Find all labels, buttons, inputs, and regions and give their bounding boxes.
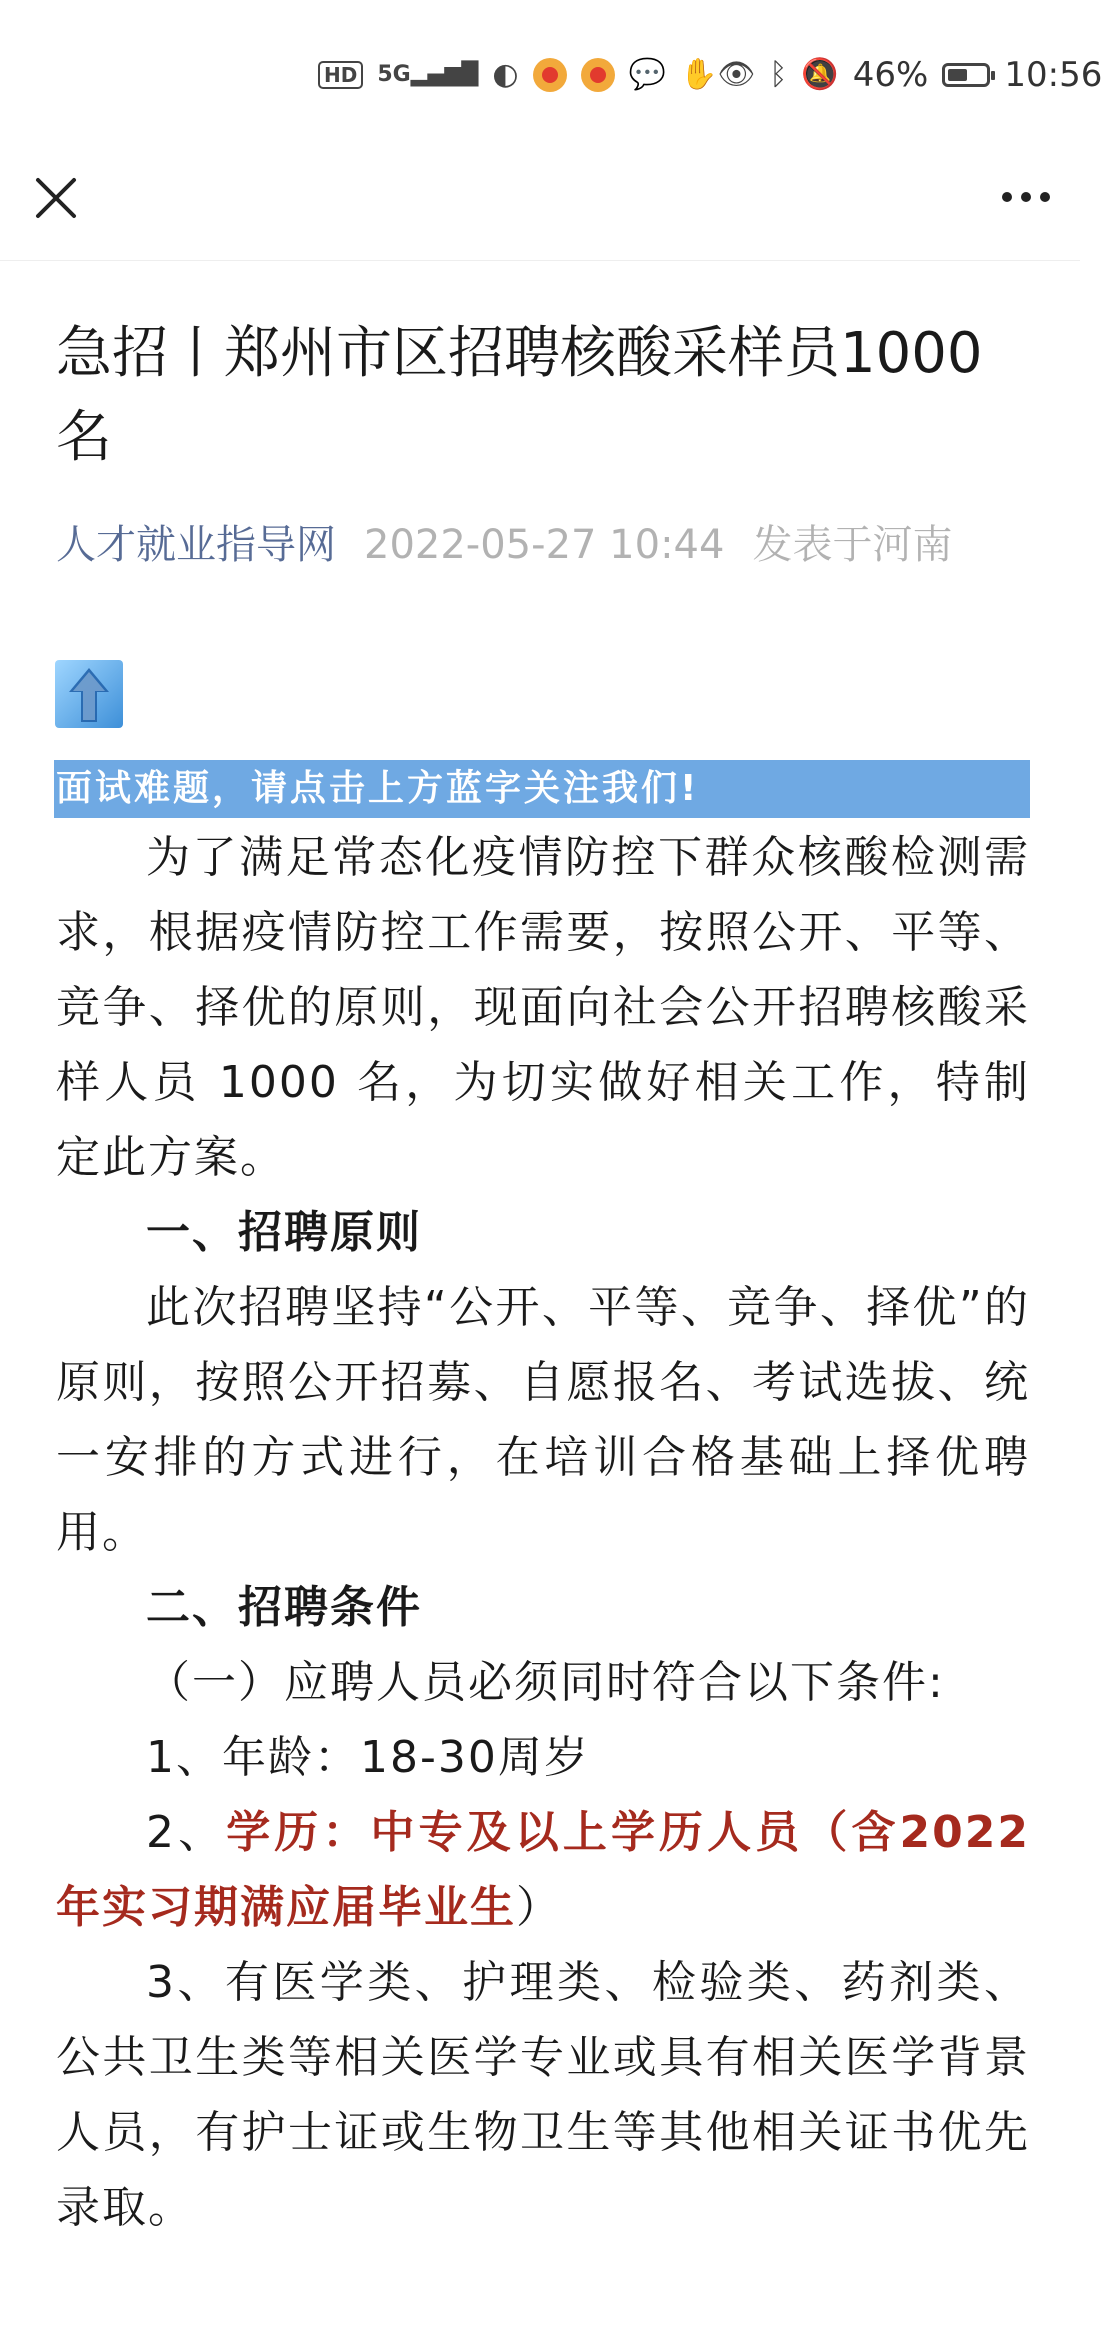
battery-percent: 46%	[852, 55, 929, 95]
section-heading-text: 一、招聘原则	[146, 1207, 422, 1258]
author-link[interactable]: 人才就业指导网	[56, 522, 336, 568]
clock: 10:56	[1004, 55, 1102, 95]
nav-bar	[0, 150, 1080, 261]
item-suffix: ）	[516, 1882, 562, 1933]
publish-location: 发表于河南	[752, 522, 953, 568]
eye-icon: 👁	[717, 57, 756, 92]
bluetooth-icon: ᛒ	[769, 57, 788, 92]
network-gen-label: 5G	[377, 62, 411, 87]
condition-education	[56, 1795, 1030, 1945]
paragraph-principle: 此次招聘坚持“公开、平等、竞争、择优”的原则，按照公开招募、自愿报名、考试选拔、统一安排的方式进行，在培训合格基础上择优聘用。	[56, 1282, 1030, 1558]
weibo-icon	[533, 58, 567, 92]
battery-fill	[948, 69, 967, 81]
arrow-up-icon	[55, 660, 123, 728]
weibo-icon	[581, 58, 615, 92]
hd-icon: HD	[318, 61, 363, 89]
hand-icon: ✋	[679, 57, 718, 92]
status-right-icons	[717, 55, 1102, 95]
paragraph-intro: 为了满足常态化疫情防控下群众核酸检测需求，根据疫情防控工作需要，按照公开、平等、竞争、择优的原则，现面向社会公开招聘核酸采样人员 1000 名，为切实做好相关工作，特制定此方案。	[56, 832, 1030, 1183]
article-meta	[56, 515, 952, 575]
more-icon[interactable]	[1002, 192, 1050, 202]
status-bar	[0, 0, 1102, 150]
section-heading	[56, 1570, 1030, 1645]
battery-icon	[942, 63, 990, 87]
section-heading	[56, 1195, 1030, 1270]
item-number: 2、	[146, 1807, 227, 1858]
condition-age: 1、年龄：18-30周岁	[146, 1732, 590, 1783]
follow-banner: 面试难题，请点击上方蓝字关注我们!	[54, 760, 1030, 818]
article-title: 急招丨郑州市区招聘核酸采样员1000名	[56, 321, 983, 470]
condition-major: 3、有医学类、护理类、检验类、药剂类、公共卫生类等相关医学专业或具有相关医学背景人员，有护士证或生物卫生等其他相关证书优先录取。	[56, 1957, 1030, 2233]
signal-5g-icon: 5G▂▄▆█	[377, 62, 479, 87]
wechat-icon: 💬	[628, 57, 666, 92]
education-highlight: 学历：中专及以上学历人员（含2022年实习期满应届毕业生	[56, 1807, 1030, 1933]
bell-muted-icon: 🔕	[801, 57, 839, 92]
status-left-icons	[318, 58, 717, 92]
publish-date: 2022-05-27 10:44	[364, 522, 725, 568]
close-icon[interactable]	[30, 172, 82, 224]
paragraph-conditions: （一）应聘人员必须同时符合以下条件:	[146, 1657, 945, 1708]
article-body	[56, 820, 1030, 2245]
section-heading-text: 二、招聘条件	[146, 1582, 422, 1633]
vpn-icon: ◐	[492, 57, 519, 92]
